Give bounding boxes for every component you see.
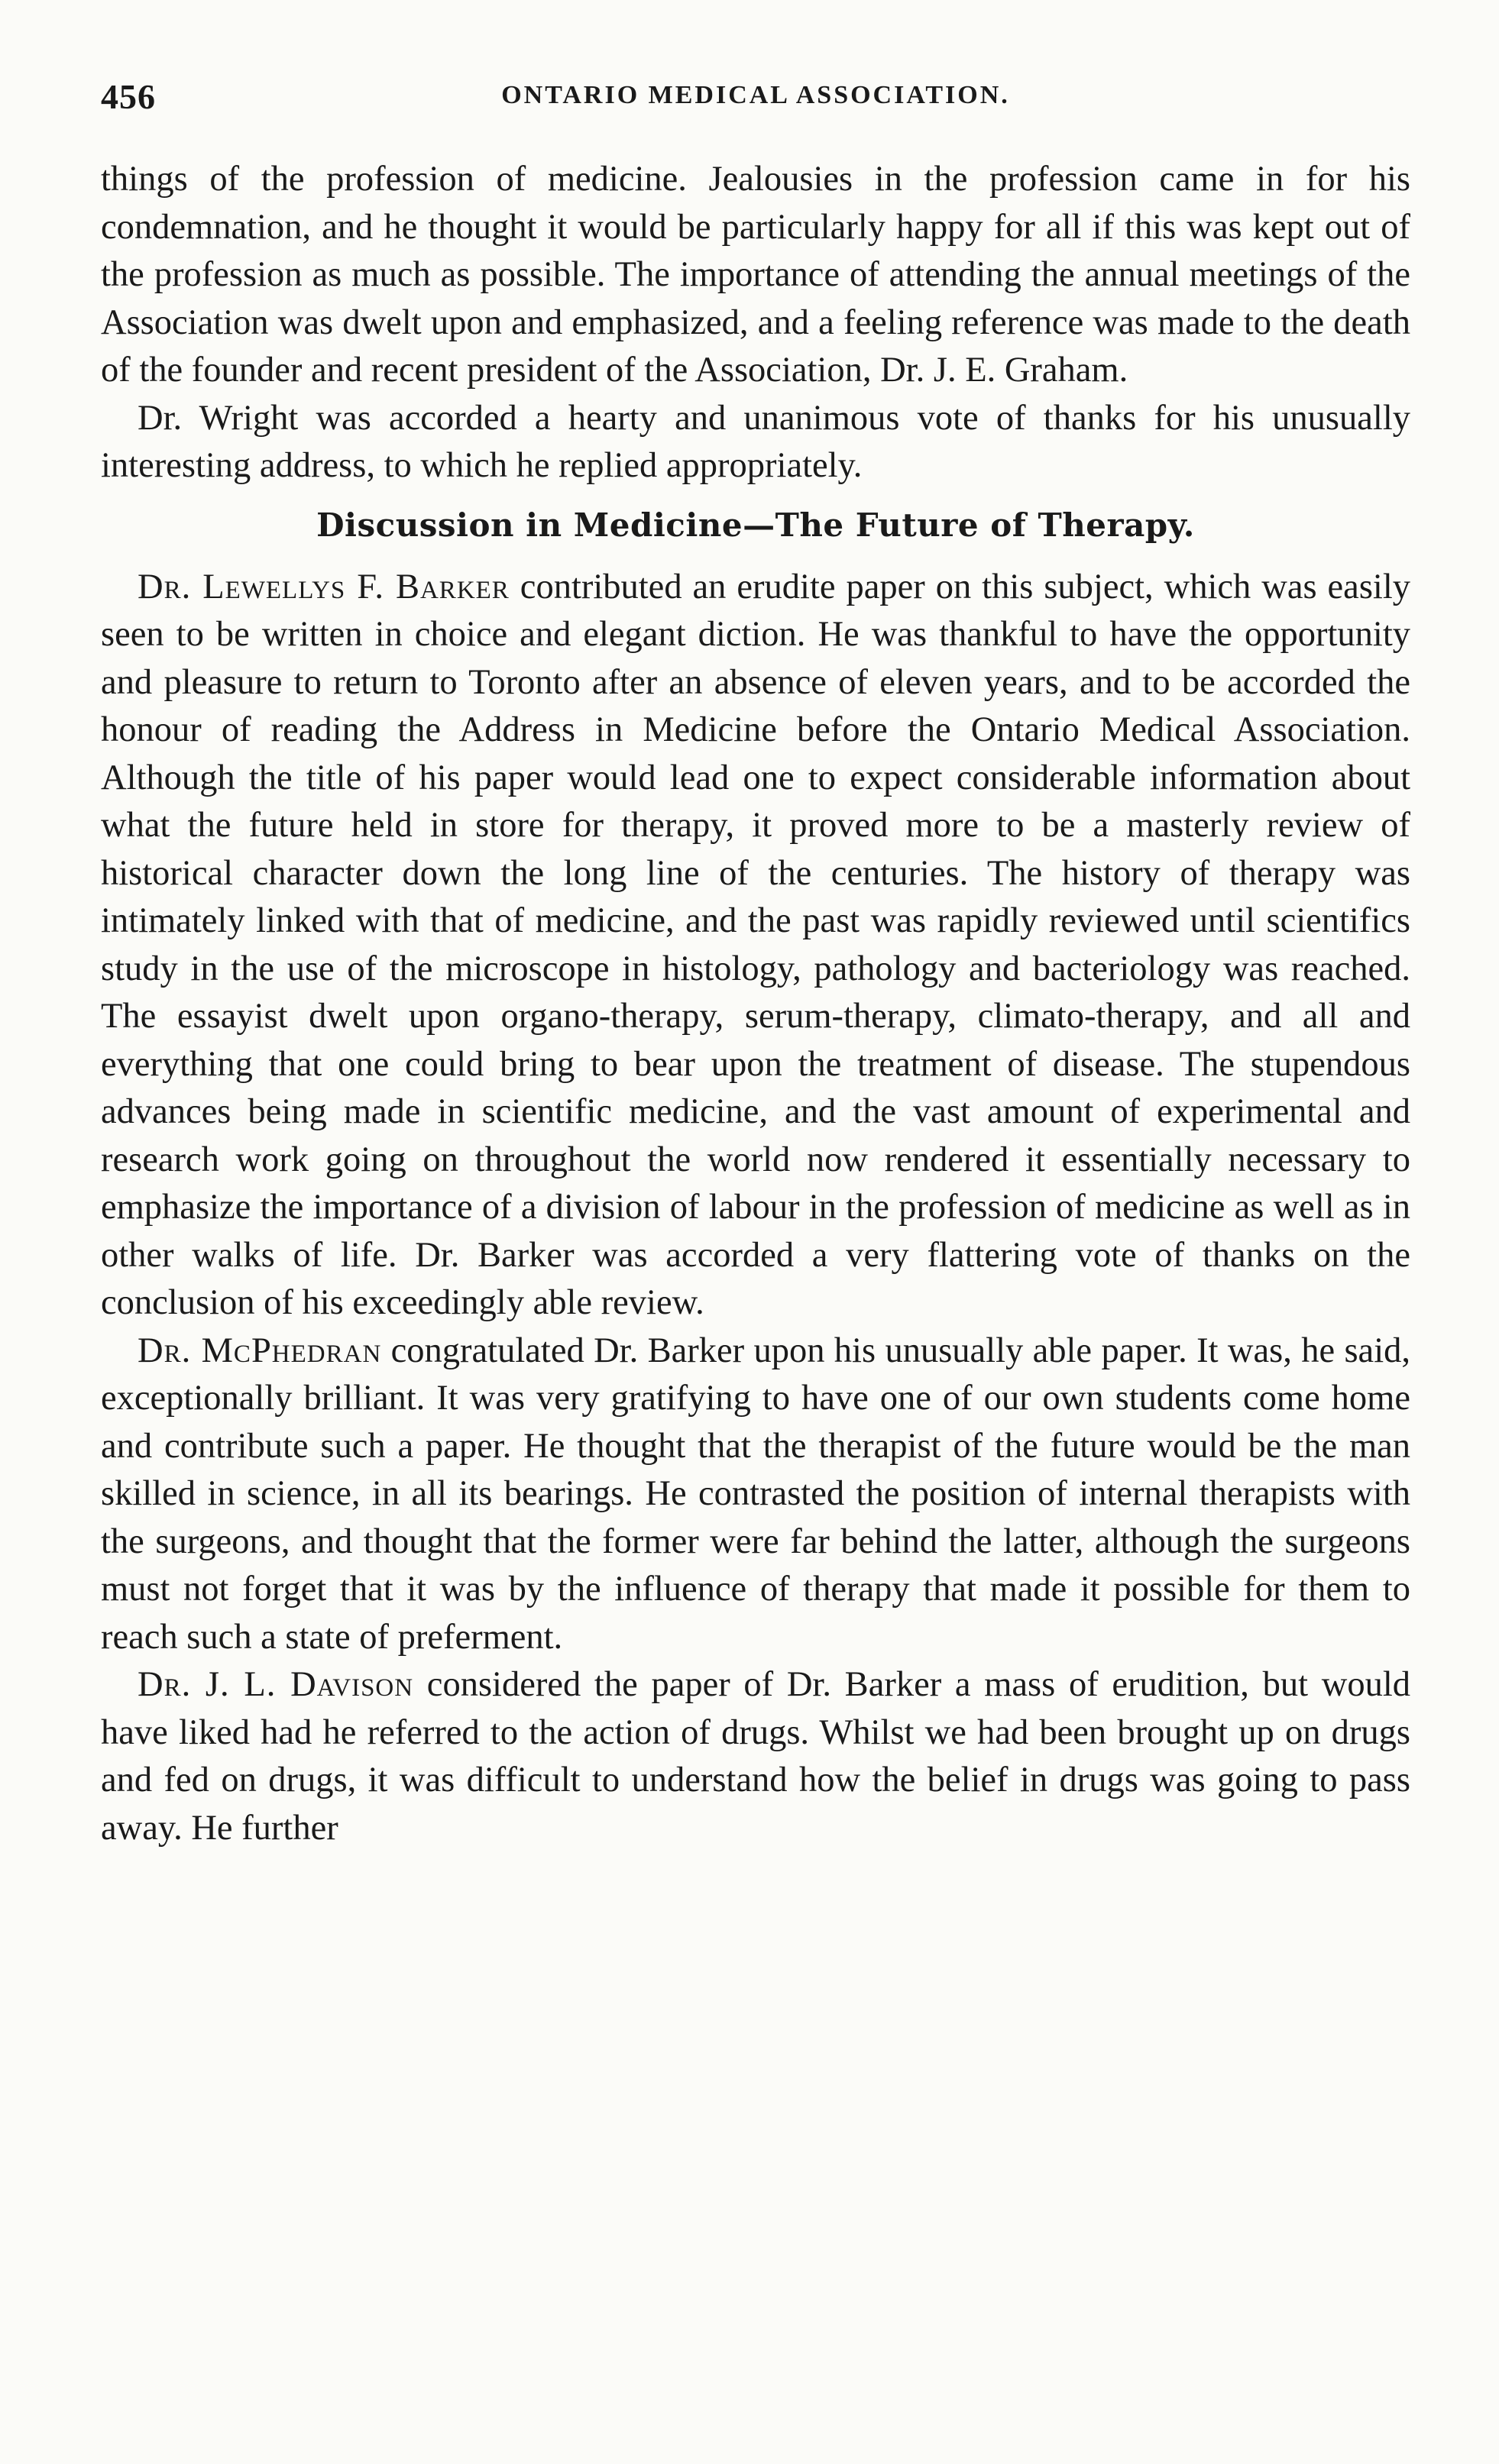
page-number: 456 bbox=[101, 77, 156, 116]
paragraph-text: considered the paper of Dr. Barker a mass of erudition, but would have liked had he referred to the action of drugs. Whilst we had been brought up on drugs and fed on drugs, it was difficult to understand how the belief in drugs was going to pass away. He further bbox=[101, 1665, 1410, 1848]
running-head bbox=[101, 70, 1410, 131]
section-heading: Discussion in Medicine—The Future of Therapy. bbox=[316, 506, 1195, 544]
paragraph-vote-of-thanks: Dr. Wright was accorded a hearty and unanimous vote of thanks for his unusually interesting address, to which he replied appropriately. bbox=[101, 398, 1410, 485]
paragraph-barker bbox=[101, 564, 1410, 1327]
paragraph-mcphedran bbox=[101, 1327, 1410, 1662]
paragraph-text: contributed an erudite paper on this subject, which was easily seen to be written in choice and elegant diction. He was thankful to have the opportunity and pleasure to return to Toronto after an absence of eleven years, and to be accorded the honour of reading the Address in Medicine before the Ontario Medical Association. Although the title of his paper would lead one to expect considerable information about what the future held in store for therapy, it proved more to be a masterly review of historical character down the long line of the centuries. The history of therapy was intimately linked with that of medicine, and the past was rapidly reviewed until scientifics study in the use of the microscope in histology, pathology and bacteriology was reached. The essayist dwelt upon organo-therapy, serum-therapy, climato-therapy, and all and everything that one could bring to bear upon the treatment of disease. The stupendous advances being made in scientific medicine, and the vast amount of experimental and research work going on throughout the world now rendered it essentially necessary to emphasize the importance of a division of labour in the profession of medicine as well as in other walks of life. Dr. Barker was accorded a very flattering vote of thanks on the conclusion of his exceedingly able review. bbox=[101, 567, 1411, 1322]
speaker-name: Dr. J. L. Davison bbox=[138, 1665, 414, 1704]
speaker-name: Dr. McPhedran bbox=[138, 1331, 382, 1370]
running-header-title: ONTARIO MEDICAL ASSOCIATION. bbox=[501, 81, 1010, 109]
speaker-name: Dr. Lewellys F. Barker bbox=[138, 567, 510, 606]
paragraph-text: congratulated Dr. Barker upon his unusually able paper. It was, he said, exceptionally brilliant. It was very gratifying to have one of our own students come home and contribute such a paper. He thought that the therapist of the future would be the man skilled in science, in all its bearings. He contrasted the position of internal therapists with the surgeons, and thought that the former were far behind the latter, although the surgeons must not forget that it was by the influence of therapy that made it possible for them to reach such a state of preferment. bbox=[101, 1331, 1410, 1657]
paragraph-wright-address-end: things of the profession of medicine. Jealousies in the profession came in for his condemnation, and he thought it would be particularly happy for all if this was kept out of the profession as much as possible. The importance of attending the annual meetings of the Association was dwelt upon and emphasized, and a feeling reference was made to the death of the founder and recent president of the Association, Dr. J. E. Graham. bbox=[101, 160, 1410, 390]
paragraph-davison bbox=[101, 1661, 1410, 1852]
article-body bbox=[101, 156, 1410, 1852]
